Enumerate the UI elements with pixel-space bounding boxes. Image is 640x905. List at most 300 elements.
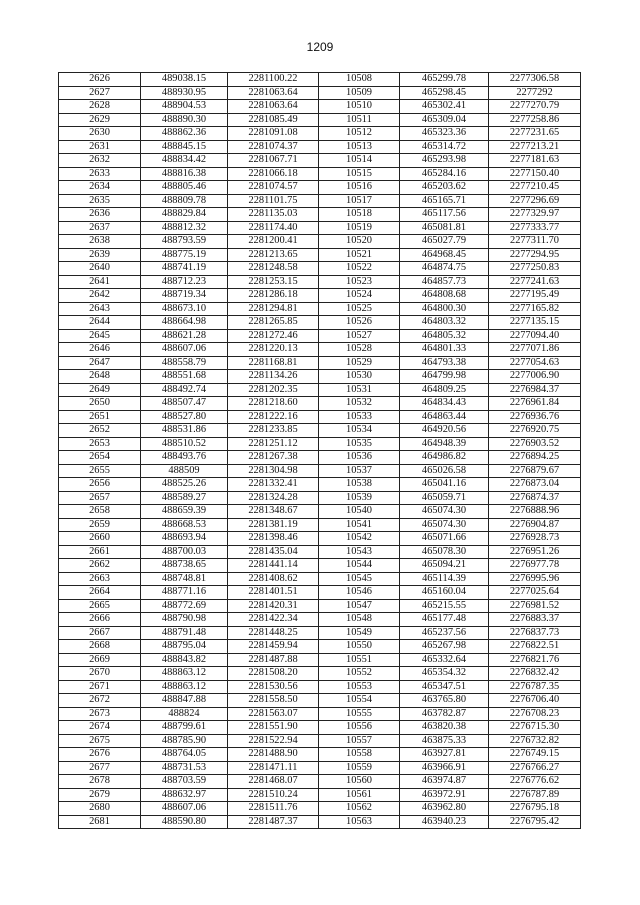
cell-x-coordinate-b: 465298.45 [400, 86, 489, 100]
cell-x-coordinate-a: 489038.15 [141, 73, 228, 87]
cell-x-coordinate-b: 463782.87 [400, 707, 489, 721]
cell-y-coordinate-a: 2281398.46 [228, 532, 319, 546]
cell-point-id-a: 2654 [59, 451, 141, 465]
cell-x-coordinate-a: 488829.84 [141, 208, 228, 222]
cell-point-id-a: 2671 [59, 680, 141, 694]
cell-point-id-a: 2657 [59, 491, 141, 505]
table-row [59, 424, 581, 438]
cell-x-coordinate-a: 488525.26 [141, 478, 228, 492]
cell-y-coordinate-b: 2277329.97 [489, 208, 581, 222]
cell-x-coordinate-b: 464863.44 [400, 410, 489, 424]
cell-y-coordinate-b: 2277258.86 [489, 113, 581, 127]
cell-x-coordinate-a: 488764.05 [141, 748, 228, 762]
cell-point-id-b: 10529 [319, 356, 400, 370]
cell-x-coordinate-b: 465284.16 [400, 167, 489, 181]
cell-x-coordinate-a: 488531.86 [141, 424, 228, 438]
cell-point-id-a: 2658 [59, 505, 141, 519]
table-row [59, 464, 581, 478]
cell-x-coordinate-b: 465117.56 [400, 208, 489, 222]
cell-y-coordinate-b: 2277195.49 [489, 289, 581, 303]
cell-y-coordinate-a: 2281530.56 [228, 680, 319, 694]
cell-y-coordinate-a: 2281168.81 [228, 356, 319, 370]
cell-x-coordinate-a: 488812.32 [141, 221, 228, 235]
cell-y-coordinate-a: 2281511.76 [228, 802, 319, 816]
cell-point-id-a: 2650 [59, 397, 141, 411]
cell-point-id-a: 2670 [59, 667, 141, 681]
cell-y-coordinate-b: 2276920.75 [489, 424, 581, 438]
cell-x-coordinate-b: 465177.48 [400, 613, 489, 627]
cell-y-coordinate-b: 2276821.76 [489, 653, 581, 667]
table-row [59, 100, 581, 114]
cell-x-coordinate-a: 488668.53 [141, 518, 228, 532]
cell-y-coordinate-a: 2281067.71 [228, 154, 319, 168]
cell-point-id-a: 2641 [59, 275, 141, 289]
cell-x-coordinate-b: 465078.30 [400, 545, 489, 559]
cell-y-coordinate-a: 2281487.37 [228, 815, 319, 829]
cell-y-coordinate-a: 2281222.16 [228, 410, 319, 424]
table-row [59, 73, 581, 87]
cell-point-id-a: 2663 [59, 572, 141, 586]
cell-point-id-a: 2635 [59, 194, 141, 208]
cell-x-coordinate-b: 464808.68 [400, 289, 489, 303]
cell-x-coordinate-a: 488607.06 [141, 343, 228, 357]
cell-point-id-b: 10543 [319, 545, 400, 559]
cell-point-id-b: 10509 [319, 86, 400, 100]
cell-y-coordinate-a: 2281248.58 [228, 262, 319, 276]
cell-point-id-a: 2648 [59, 370, 141, 384]
cell-y-coordinate-a: 2281202.35 [228, 383, 319, 397]
cell-x-coordinate-b: 464793.38 [400, 356, 489, 370]
cell-point-id-a: 2676 [59, 748, 141, 762]
cell-point-id-b: 10533 [319, 410, 400, 424]
cell-x-coordinate-b: 463972.91 [400, 788, 489, 802]
table-row [59, 370, 581, 384]
cell-x-coordinate-a: 488590.80 [141, 815, 228, 829]
cell-point-id-b: 10562 [319, 802, 400, 816]
cell-x-coordinate-b: 464799.98 [400, 370, 489, 384]
cell-point-id-b: 10557 [319, 734, 400, 748]
cell-x-coordinate-b: 465027.79 [400, 235, 489, 249]
cell-point-id-b: 10560 [319, 775, 400, 789]
cell-x-coordinate-b: 465323.36 [400, 127, 489, 141]
cell-x-coordinate-a: 488700.03 [141, 545, 228, 559]
table-row [59, 748, 581, 762]
cell-point-id-a: 2637 [59, 221, 141, 235]
cell-y-coordinate-b: 2277165.82 [489, 302, 581, 316]
cell-y-coordinate-a: 2281135.03 [228, 208, 319, 222]
cell-x-coordinate-b: 464834.43 [400, 397, 489, 411]
cell-y-coordinate-a: 2281468.07 [228, 775, 319, 789]
cell-y-coordinate-a: 2281551.90 [228, 721, 319, 735]
cell-y-coordinate-b: 2276822.51 [489, 640, 581, 654]
table-row [59, 248, 581, 262]
cell-x-coordinate-a: 488693.94 [141, 532, 228, 546]
cell-point-id-b: 10523 [319, 275, 400, 289]
cell-x-coordinate-a: 488632.97 [141, 788, 228, 802]
table-row [59, 559, 581, 573]
table-row [59, 86, 581, 100]
cell-point-id-b: 10540 [319, 505, 400, 519]
table-row [59, 154, 581, 168]
table-row [59, 343, 581, 357]
table-row [59, 761, 581, 775]
cell-y-coordinate-a: 2281101.75 [228, 194, 319, 208]
table-row [59, 545, 581, 559]
cell-point-id-b: 10511 [319, 113, 400, 127]
cell-point-id-a: 2645 [59, 329, 141, 343]
cell-point-id-b: 10534 [319, 424, 400, 438]
cell-y-coordinate-b: 2276776.62 [489, 775, 581, 789]
table-row [59, 640, 581, 654]
cell-x-coordinate-a: 488795.04 [141, 640, 228, 654]
cell-point-id-a: 2665 [59, 599, 141, 613]
cell-x-coordinate-b: 463966.91 [400, 761, 489, 775]
cell-y-coordinate-a: 2281508.20 [228, 667, 319, 681]
cell-point-id-b: 10526 [319, 316, 400, 330]
cell-point-id-a: 2655 [59, 464, 141, 478]
cell-x-coordinate-a: 488741.19 [141, 262, 228, 276]
cell-x-coordinate-b: 465309.04 [400, 113, 489, 127]
cell-y-coordinate-b: 2277213.21 [489, 140, 581, 154]
cell-point-id-b: 10517 [319, 194, 400, 208]
cell-y-coordinate-b: 2276951.26 [489, 545, 581, 559]
cell-x-coordinate-b: 465237.56 [400, 626, 489, 640]
cell-y-coordinate-a: 2281085.49 [228, 113, 319, 127]
cell-point-id-b: 10548 [319, 613, 400, 627]
table-row [59, 775, 581, 789]
cell-point-id-a: 2668 [59, 640, 141, 654]
cell-y-coordinate-b: 2277306.58 [489, 73, 581, 87]
cell-y-coordinate-b: 2277071.86 [489, 343, 581, 357]
cell-point-id-b: 10521 [319, 248, 400, 262]
cell-y-coordinate-b: 2276904.87 [489, 518, 581, 532]
cell-y-coordinate-b: 2276981.52 [489, 599, 581, 613]
cell-point-id-b: 10510 [319, 100, 400, 114]
cell-x-coordinate-b: 464874.75 [400, 262, 489, 276]
table-row [59, 451, 581, 465]
cell-point-id-a: 2638 [59, 235, 141, 249]
cell-y-coordinate-a: 2281487.88 [228, 653, 319, 667]
table-row [59, 788, 581, 802]
cell-x-coordinate-b: 465314.72 [400, 140, 489, 154]
cell-y-coordinate-a: 2281200.41 [228, 235, 319, 249]
cell-point-id-b: 10556 [319, 721, 400, 735]
cell-y-coordinate-a: 2281435.04 [228, 545, 319, 559]
cell-point-id-b: 10513 [319, 140, 400, 154]
cell-x-coordinate-a: 488791.48 [141, 626, 228, 640]
cell-x-coordinate-a: 488771.16 [141, 586, 228, 600]
cell-point-id-a: 2660 [59, 532, 141, 546]
cell-point-id-a: 2646 [59, 343, 141, 357]
cell-point-id-b: 10512 [319, 127, 400, 141]
cell-y-coordinate-a: 2281218.60 [228, 397, 319, 411]
table-row [59, 329, 581, 343]
cell-point-id-a: 2673 [59, 707, 141, 721]
cell-point-id-b: 10527 [319, 329, 400, 343]
cell-x-coordinate-a: 488748.81 [141, 572, 228, 586]
cell-y-coordinate-b: 2276715.30 [489, 721, 581, 735]
cell-x-coordinate-a: 488527.80 [141, 410, 228, 424]
table-row [59, 613, 581, 627]
cell-x-coordinate-b: 464857.73 [400, 275, 489, 289]
cell-point-id-b: 10525 [319, 302, 400, 316]
cell-y-coordinate-b: 2276787.89 [489, 788, 581, 802]
cell-x-coordinate-a: 488712.23 [141, 275, 228, 289]
table-row [59, 599, 581, 613]
cell-y-coordinate-b: 2276708.23 [489, 707, 581, 721]
cell-x-coordinate-a: 488847.88 [141, 694, 228, 708]
table-row [59, 532, 581, 546]
cell-y-coordinate-b: 2277250.83 [489, 262, 581, 276]
table-row [59, 113, 581, 127]
cell-y-coordinate-a: 2281213.65 [228, 248, 319, 262]
cell-point-id-b: 10550 [319, 640, 400, 654]
cell-y-coordinate-a: 2281304.98 [228, 464, 319, 478]
cell-point-id-a: 2647 [59, 356, 141, 370]
cell-y-coordinate-a: 2281332.41 [228, 478, 319, 492]
cell-x-coordinate-a: 488790.98 [141, 613, 228, 627]
cell-x-coordinate-a: 488809.78 [141, 194, 228, 208]
table-row [59, 302, 581, 316]
cell-point-id-a: 2662 [59, 559, 141, 573]
cell-point-id-a: 2681 [59, 815, 141, 829]
cell-y-coordinate-b: 2276873.04 [489, 478, 581, 492]
cell-y-coordinate-a: 2281510.24 [228, 788, 319, 802]
table-row [59, 694, 581, 708]
cell-point-id-b: 10547 [319, 599, 400, 613]
cell-y-coordinate-b: 2276903.52 [489, 437, 581, 451]
cell-point-id-b: 10514 [319, 154, 400, 168]
cell-point-id-b: 10516 [319, 181, 400, 195]
cell-x-coordinate-b: 465160.04 [400, 586, 489, 600]
cell-point-id-b: 10561 [319, 788, 400, 802]
cell-point-id-a: 2632 [59, 154, 141, 168]
cell-y-coordinate-a: 2281267.38 [228, 451, 319, 465]
cell-point-id-b: 10545 [319, 572, 400, 586]
cell-point-id-b: 10544 [319, 559, 400, 573]
cell-x-coordinate-a: 488659.39 [141, 505, 228, 519]
cell-x-coordinate-b: 464800.30 [400, 302, 489, 316]
cell-y-coordinate-b: 2277210.45 [489, 181, 581, 195]
cell-x-coordinate-a: 488703.59 [141, 775, 228, 789]
cell-point-id-a: 2636 [59, 208, 141, 222]
cell-point-id-a: 2666 [59, 613, 141, 627]
cell-x-coordinate-a: 488785.90 [141, 734, 228, 748]
cell-y-coordinate-a: 2281286.18 [228, 289, 319, 303]
cell-y-coordinate-b: 2276995.96 [489, 572, 581, 586]
cell-y-coordinate-a: 2281063.64 [228, 100, 319, 114]
cell-y-coordinate-a: 2281294.81 [228, 302, 319, 316]
cell-x-coordinate-a: 488558.79 [141, 356, 228, 370]
cell-point-id-a: 2669 [59, 653, 141, 667]
cell-x-coordinate-a: 488664.98 [141, 316, 228, 330]
table-row [59, 653, 581, 667]
table-row [59, 383, 581, 397]
cell-y-coordinate-b: 2276874.37 [489, 491, 581, 505]
cell-x-coordinate-b: 465114.39 [400, 572, 489, 586]
cell-y-coordinate-a: 2281441.14 [228, 559, 319, 573]
cell-x-coordinate-b: 464968.45 [400, 248, 489, 262]
cell-point-id-a: 2678 [59, 775, 141, 789]
cell-x-coordinate-a: 488904.53 [141, 100, 228, 114]
cell-y-coordinate-b: 2277054.63 [489, 356, 581, 370]
cell-point-id-b: 10539 [319, 491, 400, 505]
cell-y-coordinate-b: 2276749.15 [489, 748, 581, 762]
cell-x-coordinate-a: 488805.46 [141, 181, 228, 195]
cell-y-coordinate-a: 2281422.34 [228, 613, 319, 627]
cell-y-coordinate-b: 2277181.63 [489, 154, 581, 168]
cell-y-coordinate-a: 2281220.13 [228, 343, 319, 357]
cell-y-coordinate-b: 2277231.65 [489, 127, 581, 141]
cell-x-coordinate-a: 488816.38 [141, 167, 228, 181]
table-row [59, 478, 581, 492]
cell-y-coordinate-a: 2281074.57 [228, 181, 319, 195]
cell-y-coordinate-b: 2277292 [489, 86, 581, 100]
cell-x-coordinate-a: 488509 [141, 464, 228, 478]
cell-point-id-b: 10508 [319, 73, 400, 87]
cell-x-coordinate-a: 488863.12 [141, 667, 228, 681]
cell-y-coordinate-a: 2281265.85 [228, 316, 319, 330]
cell-point-id-a: 2626 [59, 73, 141, 87]
cell-y-coordinate-a: 2281272.46 [228, 329, 319, 343]
cell-point-id-b: 10541 [319, 518, 400, 532]
cell-x-coordinate-a: 488824 [141, 707, 228, 721]
cell-point-id-a: 2633 [59, 167, 141, 181]
cell-y-coordinate-b: 2276883.37 [489, 613, 581, 627]
coordinate-table [58, 72, 581, 829]
cell-point-id-a: 2634 [59, 181, 141, 195]
cell-x-coordinate-b: 465026.58 [400, 464, 489, 478]
cell-y-coordinate-b: 2276706.40 [489, 694, 581, 708]
cell-point-id-a: 2677 [59, 761, 141, 775]
cell-y-coordinate-b: 2277094.40 [489, 329, 581, 343]
cell-point-id-a: 2672 [59, 694, 141, 708]
cell-y-coordinate-b: 2276787.35 [489, 680, 581, 694]
cell-y-coordinate-b: 2276732.82 [489, 734, 581, 748]
cell-x-coordinate-a: 488775.19 [141, 248, 228, 262]
cell-x-coordinate-b: 465074.30 [400, 518, 489, 532]
table-row [59, 356, 581, 370]
cell-y-coordinate-a: 2281100.22 [228, 73, 319, 87]
table-row [59, 721, 581, 735]
table-row [59, 221, 581, 235]
cell-y-coordinate-a: 2281074.37 [228, 140, 319, 154]
cell-y-coordinate-a: 2281348.67 [228, 505, 319, 519]
cell-y-coordinate-b: 2277241.63 [489, 275, 581, 289]
cell-point-id-b: 10518 [319, 208, 400, 222]
table-row [59, 437, 581, 451]
cell-y-coordinate-a: 2281459.94 [228, 640, 319, 654]
table-row [59, 167, 581, 181]
cell-y-coordinate-b: 2276832.42 [489, 667, 581, 681]
table-row [59, 518, 581, 532]
cell-y-coordinate-a: 2281408.62 [228, 572, 319, 586]
cell-point-id-a: 2640 [59, 262, 141, 276]
cell-x-coordinate-a: 488589.27 [141, 491, 228, 505]
cell-x-coordinate-b: 465071.66 [400, 532, 489, 546]
cell-x-coordinate-b: 465347.51 [400, 680, 489, 694]
cell-y-coordinate-b: 2276837.73 [489, 626, 581, 640]
cell-y-coordinate-a: 2281522.94 [228, 734, 319, 748]
cell-x-coordinate-a: 488510.52 [141, 437, 228, 451]
cell-point-id-b: 10519 [319, 221, 400, 235]
cell-x-coordinate-b: 465203.62 [400, 181, 489, 195]
cell-y-coordinate-b: 2276888.96 [489, 505, 581, 519]
cell-y-coordinate-b: 2276879.67 [489, 464, 581, 478]
cell-point-id-a: 2651 [59, 410, 141, 424]
cell-point-id-b: 10515 [319, 167, 400, 181]
cell-point-id-a: 2644 [59, 316, 141, 330]
cell-x-coordinate-b: 465074.30 [400, 505, 489, 519]
cell-point-id-a: 2652 [59, 424, 141, 438]
cell-x-coordinate-b: 465302.41 [400, 100, 489, 114]
cell-x-coordinate-a: 488507.47 [141, 397, 228, 411]
cell-point-id-b: 10549 [319, 626, 400, 640]
cell-x-coordinate-b: 463962.80 [400, 802, 489, 816]
cell-point-id-a: 2631 [59, 140, 141, 154]
cell-point-id-a: 2642 [59, 289, 141, 303]
cell-point-id-b: 10552 [319, 667, 400, 681]
table-row [59, 194, 581, 208]
cell-x-coordinate-b: 465215.55 [400, 599, 489, 613]
cell-point-id-b: 10530 [319, 370, 400, 384]
cell-y-coordinate-b: 2276961.84 [489, 397, 581, 411]
table-row [59, 397, 581, 411]
cell-y-coordinate-b: 2277135.15 [489, 316, 581, 330]
cell-y-coordinate-b: 2277296.69 [489, 194, 581, 208]
table-row [59, 140, 581, 154]
cell-y-coordinate-a: 2281091.08 [228, 127, 319, 141]
cell-x-coordinate-b: 464920.56 [400, 424, 489, 438]
table-row [59, 802, 581, 816]
cell-y-coordinate-a: 2281448.25 [228, 626, 319, 640]
cell-x-coordinate-a: 488799.61 [141, 721, 228, 735]
cell-point-id-b: 10537 [319, 464, 400, 478]
cell-x-coordinate-b: 464809.25 [400, 383, 489, 397]
cell-x-coordinate-b: 465354.32 [400, 667, 489, 681]
cell-x-coordinate-a: 488843.82 [141, 653, 228, 667]
cell-x-coordinate-b: 465081.81 [400, 221, 489, 235]
cell-x-coordinate-b: 463820.38 [400, 721, 489, 735]
cell-point-id-b: 10563 [319, 815, 400, 829]
cell-x-coordinate-a: 488673.10 [141, 302, 228, 316]
cell-point-id-b: 10520 [319, 235, 400, 249]
cell-x-coordinate-b: 464801.33 [400, 343, 489, 357]
cell-x-coordinate-a: 488930.95 [141, 86, 228, 100]
cell-x-coordinate-b: 465299.78 [400, 73, 489, 87]
cell-y-coordinate-a: 2281488.90 [228, 748, 319, 762]
table-row [59, 208, 581, 222]
cell-y-coordinate-b: 2276977.78 [489, 559, 581, 573]
cell-x-coordinate-a: 488863.12 [141, 680, 228, 694]
cell-y-coordinate-a: 2281253.15 [228, 275, 319, 289]
cell-y-coordinate-b: 2276795.42 [489, 815, 581, 829]
cell-y-coordinate-b: 2277294.95 [489, 248, 581, 262]
cell-point-id-b: 10546 [319, 586, 400, 600]
cell-point-id-a: 2653 [59, 437, 141, 451]
cell-point-id-a: 2649 [59, 383, 141, 397]
cell-y-coordinate-b: 2277006.90 [489, 370, 581, 384]
table-row [59, 491, 581, 505]
cell-x-coordinate-b: 463940.23 [400, 815, 489, 829]
cell-point-id-b: 10555 [319, 707, 400, 721]
cell-point-id-b: 10559 [319, 761, 400, 775]
cell-y-coordinate-b: 2276766.27 [489, 761, 581, 775]
table-row [59, 505, 581, 519]
cell-y-coordinate-a: 2281134.26 [228, 370, 319, 384]
coordinate-table-body [59, 73, 581, 829]
cell-x-coordinate-a: 488738.65 [141, 559, 228, 573]
